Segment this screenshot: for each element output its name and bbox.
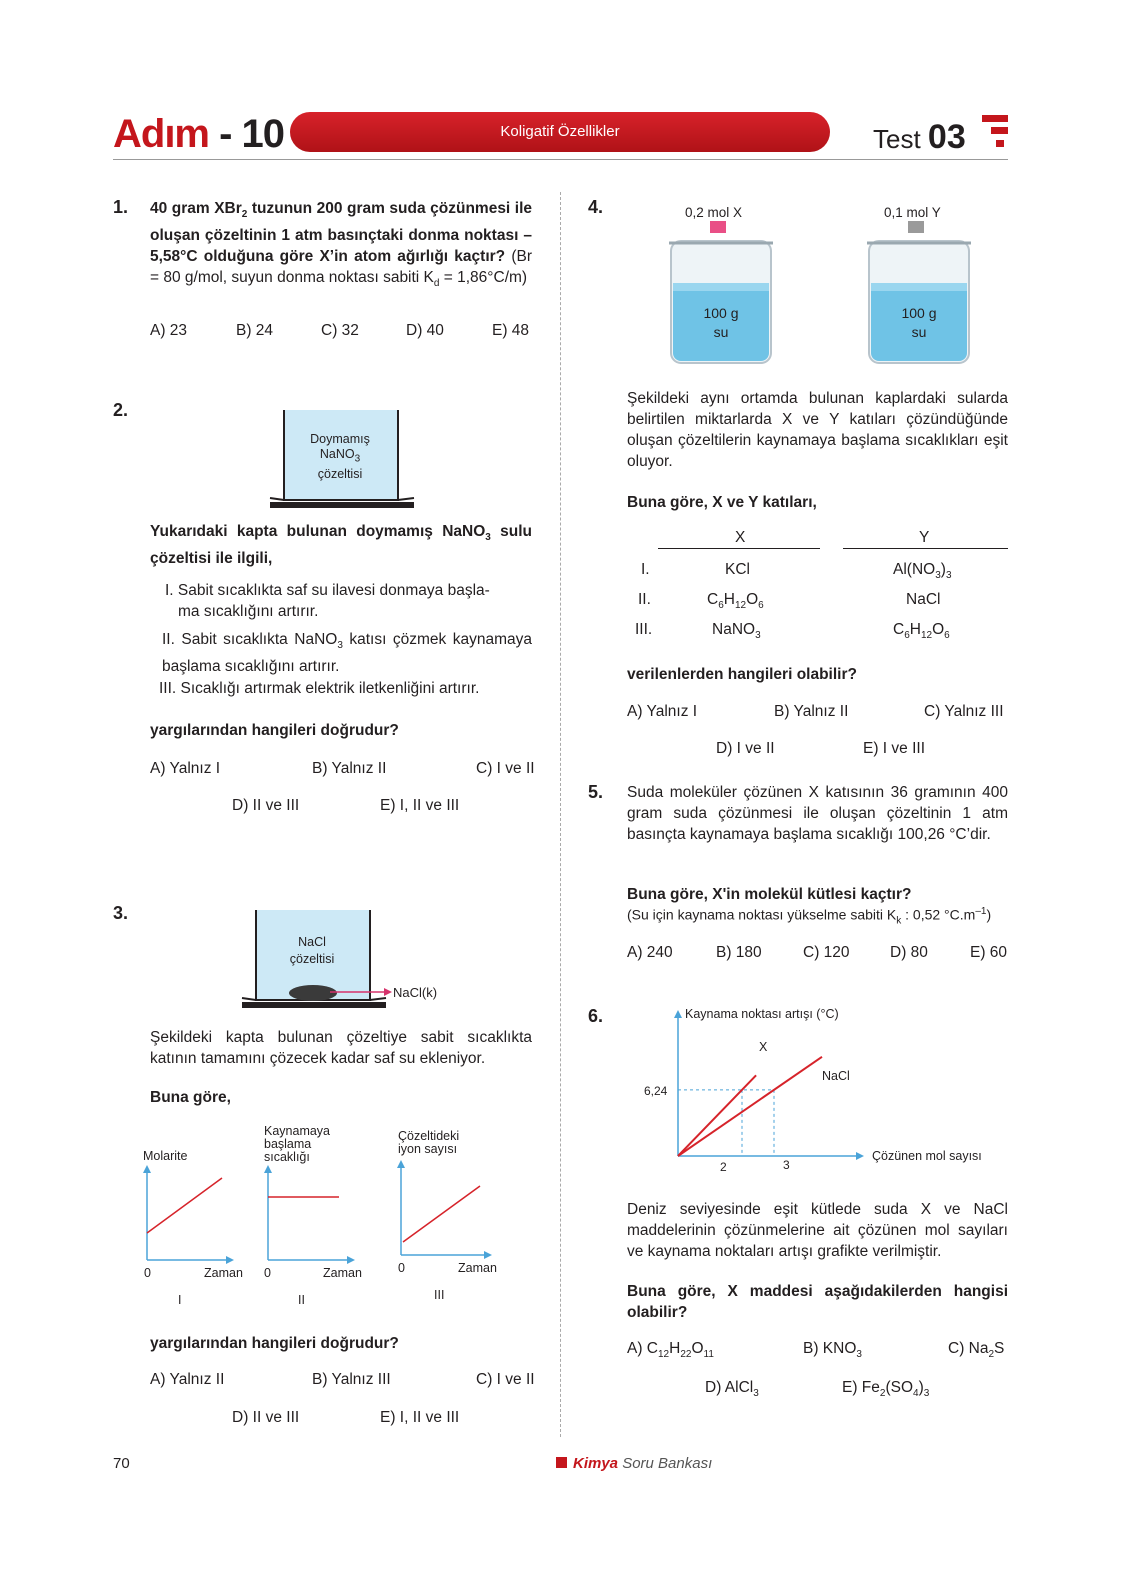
option-c[interactable]: C) $Na_2S$ (948, 1340, 1005, 1361)
option-b[interactable]: B) Yalnız II (312, 760, 387, 777)
option-e[interactable]: E) I, II ve III (380, 1409, 460, 1426)
beaker-label: NaCl çözeltisi (289, 935, 335, 966)
y-tick-label: 6,24 (644, 1084, 668, 1098)
question-number: 5. (588, 782, 604, 802)
graph-3-roman: III (434, 1288, 445, 1302)
option-c[interactable]: C) Yalnız III (924, 703, 1004, 720)
statement-3: III. Sıcaklığı artırmak elektrik iletkenliğini artırır. (159, 680, 480, 697)
statement-1-cont: ma sıcaklığını artırır. (178, 603, 319, 620)
row-label-1: I. (641, 561, 650, 578)
question-5-question: Buna göre, X'in molekül kütlesi kaçtır? (627, 886, 912, 903)
series-line-nacl (678, 1057, 822, 1156)
option-d[interactable]: D) II ve III (232, 1409, 300, 1426)
question-5-constant: (Su için kaynama noktası yükselme sabiti $K_k$ : 0,52 $^\circ C.m^{-1}$) (627, 906, 992, 927)
option-e[interactable]: E) 60 (970, 944, 1008, 961)
test-number: 03 (927, 118, 966, 156)
question-4-end: verilenlerden hangileri olabilir? (627, 666, 857, 683)
chart-ylabel: Kaynama noktası artışı (°C) (685, 1007, 839, 1021)
question-number: 3. (113, 903, 129, 923)
option-c[interactable]: C) 120 (803, 944, 850, 961)
option-a[interactable]: A) Yalnız I (150, 760, 221, 777)
brand-name: Adım (113, 112, 209, 156)
option-a[interactable]: A) $C_{12}H_{22}O_{11}$ (627, 1340, 714, 1361)
topic-banner (290, 112, 830, 152)
brand-mark-icon (982, 113, 1008, 153)
question-number: 4. (588, 197, 604, 217)
question-1-stem: 40 gram XBr$_2$ tuzunun 200 gram suda çözünmesi ile oluşan çözeltinin 1 atm basınçtaki donma noktası –5,58°C olduğuna göre X’in atom ağırlığı kaçtır? (Br = 80 g/mol, suyun donma noktası sabiti $K_d = 1,86^\circ C/m$) (150, 200, 532, 290)
option-a[interactable]: A) Yalnız I (627, 703, 698, 720)
page-number: 70 (113, 1455, 130, 1472)
boiling-point-chart (620, 1000, 1010, 1180)
beaker-y-figure (863, 221, 975, 369)
option-b[interactable]: B) Yalnız III (312, 1371, 391, 1388)
question-number: 6. (588, 1006, 604, 1026)
option-b[interactable]: B) 180 (716, 944, 762, 961)
graph-2-ylabel: Kaynamaya başlama sıcaklığı (264, 1124, 331, 1164)
row-label-2: II. (638, 591, 651, 608)
column-header-y: Y (919, 529, 930, 546)
row-1-y: $Al(NO_3)_3$ (893, 561, 952, 582)
question-3-end: yargılarından hangileri doğrudur? (150, 1335, 399, 1352)
option-b[interactable]: B) 24 (236, 322, 274, 339)
column-y-rule (843, 548, 1008, 549)
question-3-stem: Şekildeki kapta bulunan çözeltiye sabit sıcaklıkta katının tamamını çözecek kadar saf su ekleniyor. (150, 1029, 532, 1067)
question-4-stem: Şekildeki aynı ortamda bulunan kaplardaki sularda belirtilen miktarlarda X ve Y katıları çözündüğünde oluşan çözeltilerin kaynamaya başlama sıcaklıkları eşit oluyor. (627, 390, 1008, 470)
question-number: 1. (113, 197, 129, 217)
graph-3-ylabel: Çözeltideki iyon sayısı (398, 1129, 460, 1156)
grade-label: - 10 (219, 112, 285, 156)
option-d[interactable]: D) AlCl$_3$ (705, 1379, 759, 1400)
graph-1-ylabel: Molarite (143, 1149, 188, 1163)
series-label-nacl: NaCl (822, 1069, 850, 1083)
question-number: 2. (113, 400, 129, 420)
statement-2: II. Sabit sıcaklıkta NaNO$_3$ katısı çözmek kaynamaya başlama sıcaklığını artırır. (162, 631, 532, 676)
graph-3-xlabel: Zaman (458, 1261, 497, 1275)
test-label: Test 03 (873, 118, 966, 156)
topic-title: Koligatif Özellikler (500, 123, 620, 140)
question-2-end: yargılarından hangileri doğrudur? (150, 722, 399, 739)
solid-label: NaCl(k) (393, 985, 438, 1000)
option-d[interactable]: D) 80 (890, 944, 928, 961)
series-line-x (678, 1075, 756, 1156)
footer-brand: Kimya Soru Bankası (556, 1455, 712, 1472)
column-x-rule (658, 548, 820, 549)
option-e[interactable]: E) I, II ve III (380, 797, 460, 814)
option-e[interactable]: E) 48 (492, 322, 530, 339)
beaker-y-label: 0,1 mol Y (884, 205, 941, 220)
option-e[interactable]: E) I ve III (863, 740, 926, 757)
option-d[interactable]: D) 40 (406, 322, 444, 339)
statement-1: I. Sabit sıcaklıkta saf su ilavesi donmaya başla- (165, 582, 490, 599)
chart-xlabel: Çözünen mol sayısı (872, 1149, 982, 1163)
row-3-x: NaNO$_3$ (712, 621, 761, 642)
option-c[interactable]: C) I ve II (476, 1371, 535, 1388)
row-3-y: $C_6H_{12}O_6$ (893, 621, 950, 642)
row-label-3: III. (635, 621, 653, 638)
option-e[interactable]: E) $Fe_2(SO_4)_3$ (842, 1379, 930, 1400)
header-rule (113, 159, 1008, 160)
option-a[interactable]: A) 23 (150, 322, 188, 339)
column-divider (560, 192, 561, 1437)
graph-3-origin: 0 (398, 1261, 405, 1275)
brand-square-icon (556, 1457, 567, 1468)
graph-2-xlabel: Zaman (323, 1266, 362, 1280)
x-tick-label: 2 (720, 1160, 727, 1174)
beaker-y-water: 100 g su (901, 305, 937, 340)
option-b[interactable]: B) $KNO_3$ (803, 1340, 862, 1361)
question-6-question: Buna göre, X maddesi aşağıdakilerden hangisi olabilir? (627, 1283, 1008, 1321)
option-c[interactable]: C) I ve II (476, 760, 535, 777)
question-5-stem: Suda moleküler çözünen X katısının 36 gramının 400 gram suda çözünmesi ile oluşan çözeltinin 1 atm basınçta kaynamaya başlama sıcaklığı 100,26 °C’dir. (627, 784, 1008, 843)
option-a[interactable]: A) 240 (627, 944, 673, 961)
option-d[interactable]: D) II ve III (232, 797, 300, 814)
row-1-x: KCl (725, 561, 750, 578)
option-a[interactable]: A) Yalnız II (150, 1371, 225, 1388)
question-3-lead: Buna göre, (150, 1089, 231, 1106)
beaker-x-water: 100 g su (703, 305, 739, 340)
x-tick-label: 3 (783, 1158, 790, 1172)
beaker-label: Doymamış NaNO$_3$ çözeltisi (310, 432, 370, 481)
graph-1-roman: I (178, 1293, 182, 1307)
series-label-x: X (759, 1040, 768, 1054)
graph-2 (261, 1165, 361, 1265)
graph-1 (140, 1165, 240, 1265)
beaker-x-label: 0,2 mol X (685, 205, 743, 220)
graph-1-xlabel: Zaman (204, 1266, 243, 1280)
option-d[interactable]: D) I ve II (716, 740, 775, 757)
graph-3 (394, 1160, 504, 1260)
graph-2-roman: II (298, 1293, 305, 1307)
brand-logo (113, 112, 284, 157)
beaker-x-figure (665, 221, 777, 369)
question-2-stem: Yukarıdaki kapta bulunan doymamış NaNO$_3$ sulu çözeltisi ile ilgili, (150, 523, 532, 568)
question-6-stem: Deniz seviyesinde eşit kütlede suda X ve NaCl maddelerinin çözünmelerine ait çözünen mol sayıları ve kaynama noktaları artışı grafikte verilmiştir. (627, 1201, 1008, 1260)
graph-1-origin: 0 (144, 1266, 151, 1280)
row-2-y: NaCl (906, 591, 941, 608)
row-2-x: $C_6H_{12}O_6$ (707, 591, 764, 612)
y-axis-arrow (674, 1010, 682, 1018)
column-header-x: X (735, 529, 746, 546)
option-c[interactable]: C) 32 (321, 322, 359, 339)
option-b[interactable]: B) Yalnız II (774, 703, 849, 720)
x-axis-arrow (856, 1152, 864, 1160)
question-4-lead: Buna göre, X ve Y katıları, (627, 494, 817, 511)
graph-2-origin: 0 (264, 1266, 271, 1280)
